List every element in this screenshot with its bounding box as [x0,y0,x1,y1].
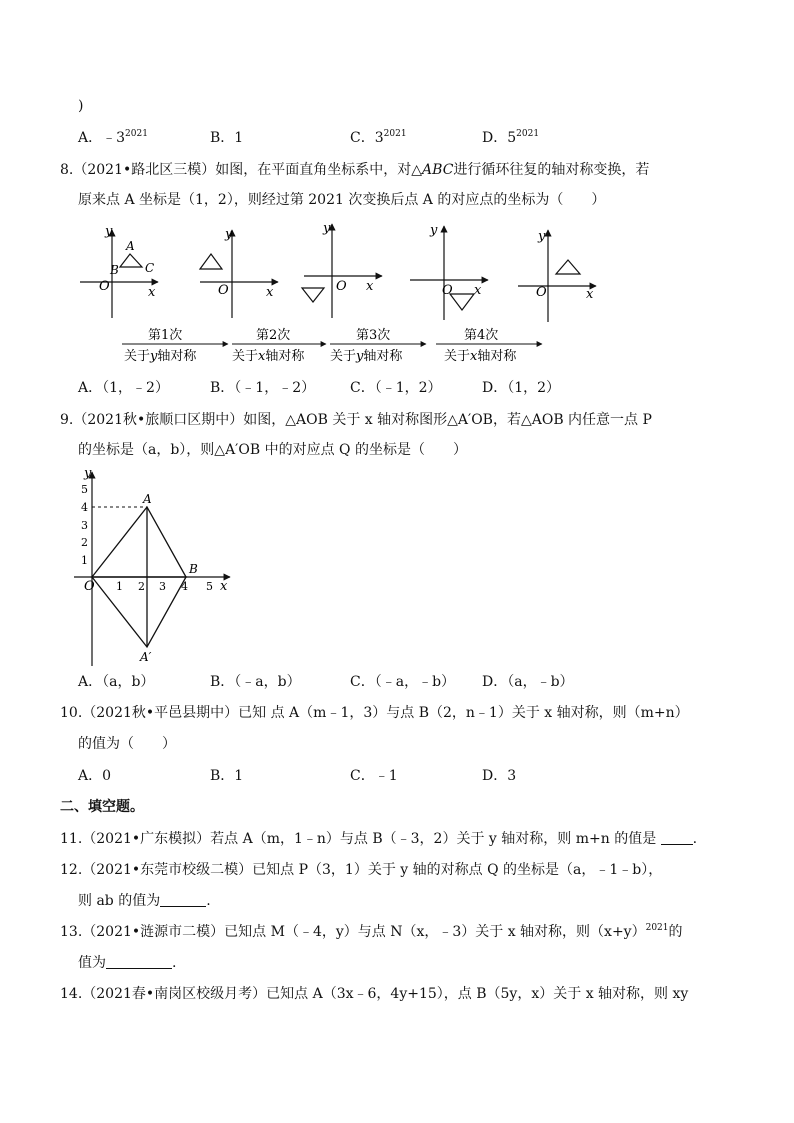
q9-label-b: B [189,562,198,576]
q9-stem-line1: 9.（2021秋•旅顺口区期中）如图，△AOB 关于 x 轴对称图形△A′OB，若△AOB 内任意一点 P [60,412,652,428]
svg-text:1: 1 [116,580,123,593]
q8-step2-desc: 关于x轴对称 [232,349,305,364]
q8-label-a: A [126,239,135,253]
q11-answer-blank[interactable] [661,830,693,845]
q10-option-d[interactable]: D．3 [482,768,517,784]
q8-step3-desc: 关于y轴对称 [330,349,403,364]
q9-x-label: x [220,579,228,594]
q9-option-a[interactable]: A．（a，b） [78,674,155,690]
q9-option-c[interactable]: C．（﹣a，﹣b） [350,674,456,690]
q7-option-b[interactable]: B．1 [210,130,244,146]
q8-panel1-origin: O [99,279,110,294]
q8-panel2-y-label: y [225,227,233,242]
q9-label-a: A [143,492,152,506]
svg-text:3: 3 [159,580,166,593]
q7-option-a[interactable]: A．$﹣3^{2021}$ [78,129,148,146]
q8-panel3-origin: O [336,279,347,294]
q9-triangle-aob [92,507,186,577]
q9-coordinate-figure [70,466,240,666]
q13-stem-line1: 13.（2021•涟源市二模）已知点 M（﹣4，y）与点 N（x，﹣3）关于 x 轴对称，则$(x+y)^{2021}$的 [60,923,683,940]
q10-option-a[interactable]: A．0 [78,768,112,784]
q8-option-b[interactable]: B．（﹣1，﹣2） [210,380,316,396]
q10-stem-line1: 10.（2021秋•平邑县期中）已知 点 A（m﹣1，3）与点 B（2，n﹣1）关于 x 轴对称，则（m+n） [60,705,689,721]
q8-panel2-x-label: x [266,285,274,300]
q12-stem-line2: 则 ab 的值为 . [78,893,211,909]
svg-text:2: 2 [138,580,145,593]
q8-panel5-x-label: x [586,287,594,302]
q8-option-d[interactable]: D．（1，2） [482,380,561,396]
q13-stem-line2: 值为 . [78,955,177,971]
q8-panel4-origin: O [442,283,453,298]
svg-text:3: 3 [81,519,88,532]
q8-panel-step1 [200,227,278,318]
q12-answer-blank[interactable] [160,892,206,907]
q8-panel4-x-label: x [474,283,482,298]
q9-stem-line2: 的坐标是（a，b），则△A′OB 中的对应点 Q 的坐标是（ ） [78,442,467,458]
q8-label-b: B [110,263,119,277]
section-fill-in-title: 二、填空题。 [60,799,144,815]
q9-label-a-prime: A′ [140,650,152,664]
q8-label-c: C [145,261,155,275]
q8-option-c[interactable]: C．（﹣1，2） [350,380,442,396]
q9-option-b[interactable]: B．（﹣a，b） [210,674,301,690]
q7-option-d[interactable]: D．$5^{2021}$ [482,129,540,146]
q8-step3-label: 第3次 [356,328,391,343]
q14-stem-line1: 14.（2021春•南岗区校级月考）已知点 A（3x﹣6，4y+15），点 B（5y，x）关于 x 轴对称，则 xy [60,986,689,1002]
q8-panel-original [80,224,158,318]
q8-panel5-y-label: y [538,229,546,244]
svg-text:5: 5 [81,483,88,496]
q8-step4-label: 第4次 [464,328,499,343]
q8-triangle-abc [120,254,142,267]
q7-option-c[interactable]: C．$3^{2021}$ [350,129,407,146]
q8-step4-desc: 关于x轴对称 [444,349,517,364]
q9-y-label: y [84,466,92,481]
svg-text:2: 2 [81,536,88,549]
q8-stem-line1: 8.（2021•路北区三模）如图，在平面直角坐标系中，对△ABC进行循环往复的轴对称变换，若 [60,162,650,178]
q12-stem-line1: 12.（2021•东莞市校级二模）已知点 P（3，1）关于 y 轴的对称点 Q 的坐标是（a，﹣1﹣b）， [60,862,663,878]
svg-text:4: 4 [81,501,88,514]
q9-option-d[interactable]: D．（a，﹣b） [482,674,574,690]
svg-text:1: 1 [81,554,88,567]
q8-panel1-y-label: y [105,224,113,239]
q10-option-b[interactable]: B．1 [210,768,244,784]
q8-stem-line2: 原来点 A 坐标是（1，2），则经过第 2021 次变换后点 A 的对应点的坐标为（ ） [78,192,606,208]
q8-step-arrows [122,327,542,364]
q8-transform-figure [70,218,610,368]
q11-stem: 11.（2021•广东模拟）若点 A（m，1﹣n）与点 B（﹣3，2）关于 y 轴对称，则 m+n 的值是 . [60,831,698,847]
q7-closing-paren: ) [78,98,84,114]
q8-panel5-origin: O [536,285,547,300]
q8-option-a[interactable]: A．（1，﹣2） [78,380,169,396]
q8-panel3-y-label: y [323,221,331,236]
q10-stem-line2: 的值为（ ） [78,736,176,752]
q8-step1-label: 第1次 [148,328,183,343]
q8-panel-step2 [302,221,382,318]
q8-panel4-y-label: y [430,223,438,238]
q8-panel-step3 [410,223,488,320]
q8-step2-label: 第2次 [256,328,291,343]
q8-step1-desc: 关于y轴对称 [124,349,197,364]
q13-answer-blank[interactable] [106,954,172,969]
svg-text:5: 5 [206,580,213,593]
q8-panel3-x-label: x [366,279,374,294]
q10-option-c[interactable]: C．﹣1 [350,768,398,784]
svg-text:4: 4 [181,580,188,593]
q9-origin: O [84,579,95,594]
q8-panel2-origin: O [218,283,229,298]
q8-panel-step4 [518,229,596,322]
q8-panel1-x-label: x [148,285,156,300]
